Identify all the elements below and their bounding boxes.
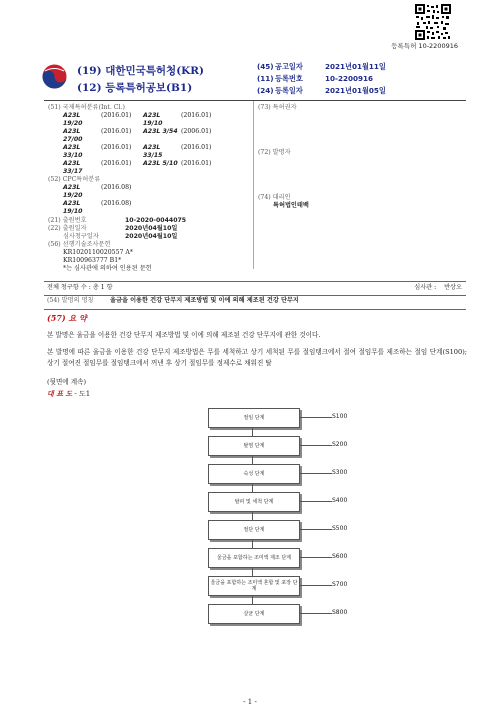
representative-figure: 대 표 도 - 도1 xyxy=(47,389,91,398)
examiner: 심사관 : 반상오 xyxy=(414,284,462,291)
flow-step-box: 탈피 및 세척 단계 xyxy=(208,492,300,512)
biblio-left: (51) 국제특허분류(Int. Cl.) A23L 19/20 (2016.01) A23L 19/10 (2016.01) A23L 27/00 (2016.01) A23L 3/54 (2006.01) A23L 33/10 (2016.01) A23L 33/15 (2016.01) A23L 33/17 (2016.01) A23L 5/10 (2016.01) (52) CPC특허분류 A23L 19/20 (2016.08) A23L 19/10 (2016.08) (21) 출원번호 10-2020-0044075 (22) 출원일자 2020년04월10일 심사청구일자 2020년04월10일 (56) 선행기술조사문헌 KR1020110020557 A* KR100963777 B1* *는 심사관에 의하여 인용된 문헌 xyxy=(48,104,248,273)
abstract-heading: (57) 요 약 xyxy=(47,313,87,323)
patent-number-header: 등록특허 10-2200916 xyxy=(391,42,458,50)
flow-step-box: 절임 단계 xyxy=(208,408,300,428)
int-cl-title: (51) 국제특허분류(Int. Cl.) xyxy=(48,104,125,111)
abstract-p2: 본 발명에 따른 울금을 이용한 건강 단무지 제조방법은 무를 세척하고 상기 세척된 무를 절임탱크에서 절여 절임무를 제조하는 절임 단계(S100); 상기 절여진 절임무를 절임탱크에서 꺼낸 후 상기 절임무를 정제수로 채워진 탈 xyxy=(47,348,467,367)
claims-count: 전체 청구항 수 : 총 1 항 xyxy=(47,284,113,291)
flow-step-box: 절단 단계 xyxy=(208,520,300,540)
flow-step-label: S600 xyxy=(332,553,348,560)
flow-step-label: S200 xyxy=(332,441,348,448)
agent-name: 특허법인태백 xyxy=(273,202,309,209)
flow-step-label: S100 xyxy=(332,413,348,420)
owner-label: (73) 특허권자 xyxy=(258,104,297,111)
flow-step-label: S400 xyxy=(332,497,348,504)
prior-art-title: (56) 선행기술조사문헌 xyxy=(48,241,111,248)
flow-step-box: 탈염 단계 xyxy=(208,436,300,456)
inventor-label: (72) 발명자 xyxy=(258,149,291,156)
agent-label: (74) 대리인 xyxy=(258,194,291,201)
flow-step-box: 숙성 단계 xyxy=(208,464,300,484)
page-number: - 1 - xyxy=(243,698,257,706)
abstract-p1: 본 발명은 울금을 이용한 건강 단무지 제조방법 및 이에 의해 제조된 건강 단무지에 관한 것이다. xyxy=(47,331,321,339)
qr-code xyxy=(415,4,451,40)
flow-step-box: 울금을 포함하는 조미액 제조 단계 xyxy=(208,548,300,568)
flow-step-box: 울금을 포함하는 조미액 혼합 및 포장 단계 xyxy=(208,576,300,596)
cpc-title: (52) CPC특허분류 xyxy=(48,176,101,183)
flow-step-label: S300 xyxy=(332,469,348,476)
publication-info: (45) 공고일자 2021년01월11일 (11) 등록번호 10-2200916 (24) 등록일자 2021년01월05일 xyxy=(257,62,386,95)
invention-title-row: (54) 발명의 명칭 울금을 이용한 건강 단무지 제조방법 및 이에 의해 제조된 건강 단무지 xyxy=(47,297,299,304)
office-title-kr: (19) 대한민국특허청(KR) xyxy=(77,65,204,77)
flow-step-box: 살균 단계 xyxy=(208,604,300,624)
publication-type: (12) 등록특허공보(B1) xyxy=(77,82,193,94)
biblio-right xyxy=(258,104,463,210)
kipo-emblem-icon xyxy=(42,64,67,89)
flow-step-label: S500 xyxy=(332,525,348,532)
flow-step-label: S800 xyxy=(332,609,348,616)
flow-step-label: S700 xyxy=(332,581,348,588)
abstract-continued: (뒷면에 계속) xyxy=(47,378,87,386)
